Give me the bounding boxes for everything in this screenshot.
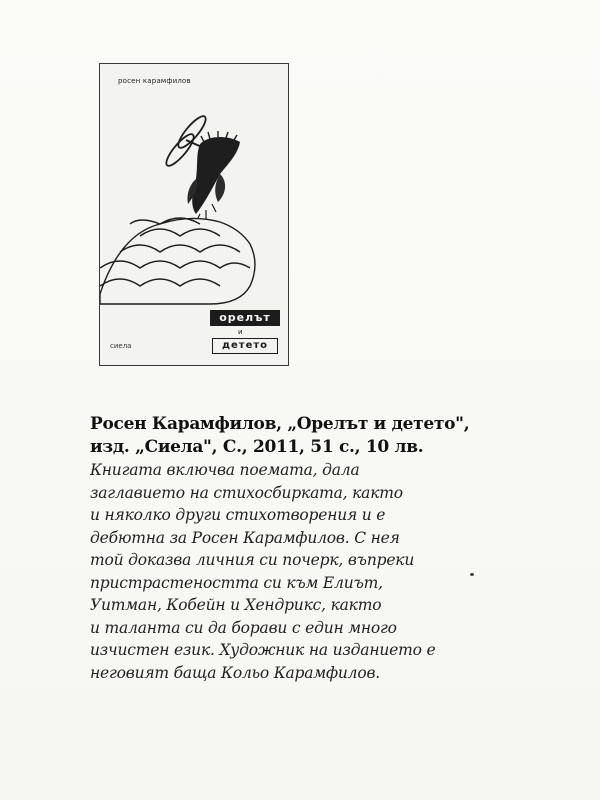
body-line: и няколко други стихотворения и е	[90, 506, 386, 524]
cover-title-line1: орелът	[210, 310, 280, 326]
review-text	[90, 413, 530, 684]
body-line: Книгата включва поемата, дала	[90, 461, 360, 479]
scan-speck	[470, 573, 474, 576]
body-line: Уитман, Кобейн и Хендрикс, както	[90, 596, 382, 614]
book-heading-line1: Росен Карамфилов, „Орелът и детето",	[90, 414, 470, 434]
cover-title-conjunction: и	[238, 328, 243, 336]
cover-publisher-logo: сиела	[110, 342, 132, 350]
cover-title-line2: детето	[212, 338, 278, 354]
body-line: и таланта си да борави с един много	[90, 618, 397, 637]
book-heading-line2: изд. „Сиела", С., 2011, 51 с., 10 лв.	[90, 437, 424, 457]
book-cover	[99, 63, 289, 366]
body-line: изчистен език. Художник на изданието е	[90, 641, 436, 659]
cloud-shape	[100, 218, 255, 304]
body-line: той доказва личния си почерк, въпреки	[90, 551, 415, 569]
cover-author: росен карамфилов	[118, 77, 191, 85]
body-line: неговият баща Кольо Карамфилов.	[90, 663, 381, 682]
body-line: пристрастеността си към Елиът,	[90, 573, 383, 592]
body-line: заглавието на стихосбирката, както	[90, 483, 403, 502]
body-line: дебютна за Росен Карамфилов. С нея	[90, 528, 400, 547]
